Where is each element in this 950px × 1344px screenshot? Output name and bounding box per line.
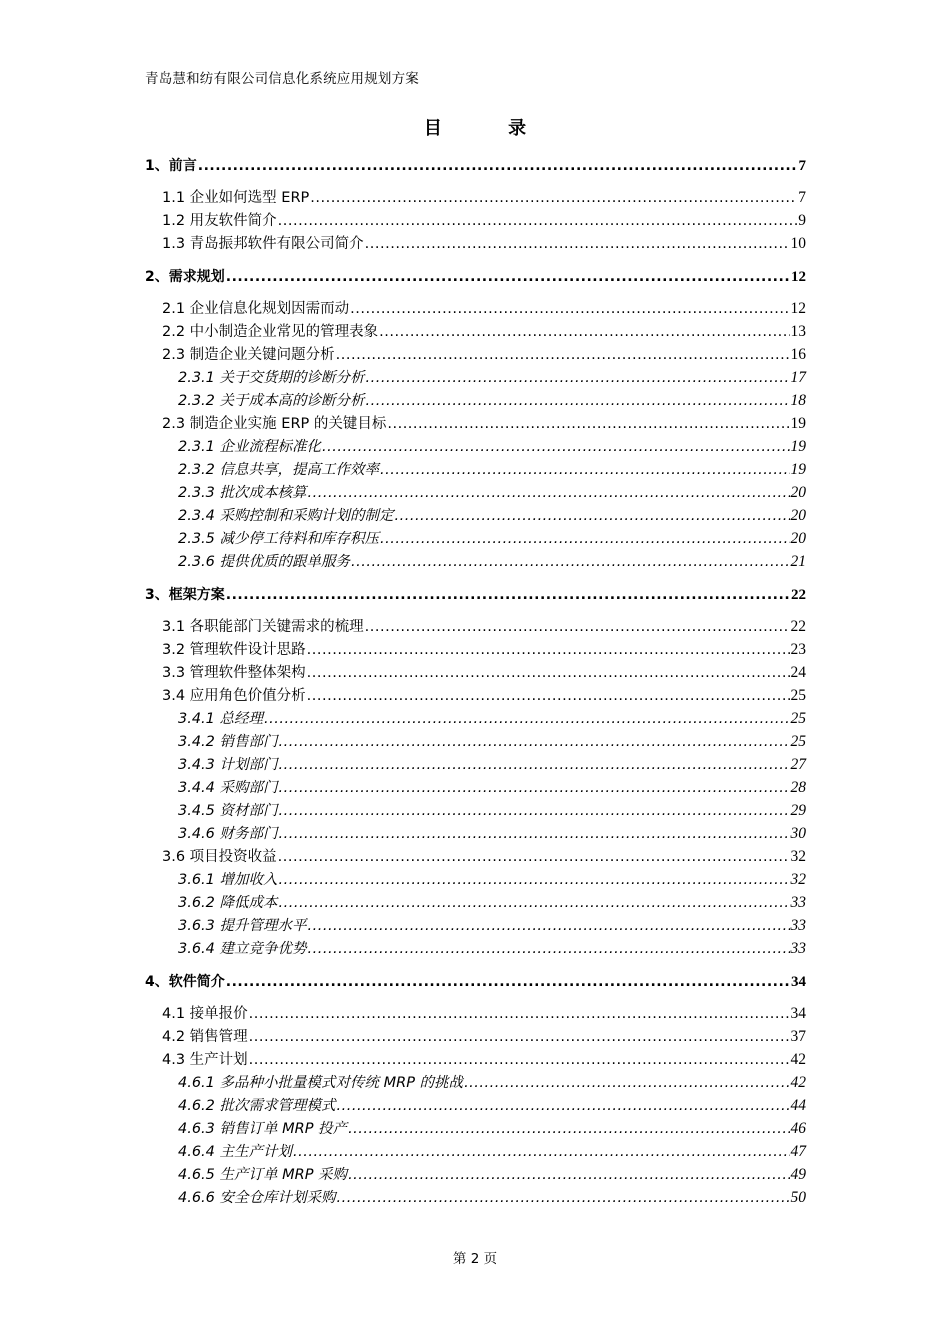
toc-title: 目 录 [423, 118, 557, 139]
toc-entry-label: 3.2 管理软件设计思路 [162, 642, 306, 658]
toc-entry-page-number: 33 [790, 940, 806, 957]
toc-entry-page-number: 34 [791, 974, 806, 990]
toc-dot-leader [380, 528, 789, 550]
toc-entry-page-number: 37 [790, 1028, 806, 1045]
toc-dot-leader [337, 1095, 790, 1117]
toc-entry-label: 2.3.5 减少停工待料和库存积压 [178, 531, 380, 547]
toc-dot-leader [307, 662, 790, 684]
toc-entry[interactable] [145, 639, 806, 661]
toc-entry[interactable] [145, 685, 806, 707]
toc-dot-leader [380, 459, 789, 481]
toc-dot-leader [279, 731, 790, 753]
toc-dot-leader [308, 915, 790, 937]
toc-entry[interactable] [145, 1026, 806, 1048]
toc-entry[interactable] [145, 1095, 806, 1117]
toc-entry[interactable] [145, 436, 806, 458]
toc-entry[interactable] [145, 584, 806, 606]
toc-dot-leader [278, 846, 790, 868]
toc-entry-page-number: 18 [790, 392, 806, 409]
toc-entry-page-number: 30 [790, 825, 806, 842]
toc-dot-leader [310, 187, 797, 209]
toc-entry[interactable] [145, 846, 806, 868]
toc-entry[interactable] [145, 187, 806, 209]
toc-entry[interactable] [145, 266, 806, 288]
page-number-footer: 第 2 页 [452, 1251, 498, 1267]
toc-entry-page-number: 22 [791, 587, 806, 603]
toc-entry-label: 2.3.2 信息共享，提高工作效率 [178, 462, 380, 478]
toc-entry-page-number: 20 [790, 530, 806, 547]
toc-entry-label: 4.6.1 多品种小批量模式对传统 MRP 的挑战 [178, 1075, 464, 1091]
toc-entry-page-number: 24 [790, 664, 806, 681]
toc-entry[interactable] [145, 390, 806, 412]
toc-dot-leader [365, 616, 790, 638]
toc-dot-leader [366, 390, 790, 412]
toc-entry-page-number: 7 [798, 158, 806, 174]
toc-dot-leader [308, 482, 790, 504]
toc-dot-leader [336, 344, 790, 366]
toc-entry-page-number: 10 [790, 235, 806, 252]
toc-dot-leader [307, 685, 790, 707]
toc-entry-page-number: 7 [798, 189, 806, 206]
toc-entry-label: 3.6.4 建立竞争优势 [178, 941, 307, 957]
toc-entry[interactable] [145, 367, 806, 389]
toc-dot-leader [249, 1049, 790, 1071]
toc-entry[interactable] [145, 210, 806, 232]
toc-dot-leader [366, 367, 790, 389]
toc-entry[interactable] [145, 777, 806, 799]
toc-entry-label: 2.2 中小制造企业常见的管理表象 [162, 324, 379, 340]
toc-entry-page-number: 21 [790, 553, 806, 570]
toc-entry-label: 3.4.2 销售部门 [178, 734, 278, 750]
toc-entry-label: 3.4.5 资材部门 [178, 803, 278, 819]
toc-entry[interactable] [145, 662, 806, 684]
toc-entry[interactable] [145, 1187, 806, 1209]
toc-entry-page-number: 47 [790, 1143, 806, 1160]
toc-entry-label: 3.3 管理软件整体架构 [162, 665, 306, 681]
toc-entry-label: 3.6.2 降低成本 [178, 895, 278, 911]
toc-entry-label: 4.6.4 主生产计划 [178, 1144, 293, 1160]
toc-entry-page-number: 19 [790, 415, 806, 432]
toc-entry-label: 2.3.3 批次成本核算 [178, 485, 307, 501]
toc-entry-page-number: 33 [790, 894, 806, 911]
toc-entry-label: 1.1 企业如何选型 ERP [162, 190, 310, 206]
toc-dot-leader [249, 1003, 790, 1025]
toc-entry[interactable] [145, 823, 806, 845]
toc-dot-leader [264, 708, 789, 730]
toc-entry-label: 3.4.6 财务部门 [178, 826, 278, 842]
toc-dot-leader [279, 892, 790, 914]
toc-entry-page-number: 19 [790, 438, 806, 455]
toc-entry-page-number: 20 [790, 484, 806, 501]
toc-dot-leader [226, 971, 790, 993]
toc-entry-label: 3.6.1 增加收入 [178, 872, 278, 888]
toc-entry-label: 1.3 青岛振邦软件有限公司简介 [162, 236, 364, 252]
toc-entry-page-number: 19 [790, 461, 806, 478]
toc-entry-label: 3.4.1 总经理 [178, 711, 264, 727]
toc-entry[interactable] [145, 459, 806, 481]
toc-entry[interactable] [145, 155, 806, 177]
toc-entry[interactable] [145, 731, 806, 753]
toc-entry[interactable] [145, 800, 806, 822]
toc-entry-page-number: 22 [790, 618, 806, 635]
toc-entry-label: 4、软件简介 [145, 974, 225, 990]
toc-dot-leader [308, 938, 790, 960]
toc-dot-leader [348, 1164, 789, 1186]
toc-dot-leader [279, 869, 790, 891]
toc-entry[interactable] [145, 971, 806, 993]
toc-entry-label: 3、框架方案 [145, 587, 225, 603]
toc-entry-page-number: 23 [790, 641, 806, 658]
toc-dot-leader [348, 1118, 789, 1140]
toc-dot-leader [279, 823, 790, 845]
toc-dot-leader [337, 1187, 790, 1209]
toc-entry-label: 4.6.6 安全仓库计划采购 [178, 1190, 336, 1206]
toc-entry-page-number: 33 [790, 917, 806, 934]
toc-dot-leader [387, 413, 789, 435]
toc-entry-label: 2、需求规划 [145, 269, 225, 285]
toc-dot-leader [350, 298, 789, 320]
toc-entry-page-number: 25 [790, 710, 806, 727]
toc-entry-label: 4.6.2 批次需求管理模式 [178, 1098, 336, 1114]
toc-entry[interactable] [145, 1164, 806, 1186]
toc-entry-label: 2.3.4 采购控制和采购计划的制定 [178, 508, 394, 524]
toc-entry-label: 2.3.1 企业流程标准化 [178, 439, 322, 455]
toc-entry-page-number: 34 [790, 1005, 806, 1022]
toc-dot-leader [379, 321, 789, 343]
toc-entry-page-number: 42 [790, 1074, 806, 1091]
toc-dot-leader [351, 551, 789, 573]
toc-entry[interactable] [145, 321, 806, 343]
toc-entry[interactable] [145, 1049, 806, 1071]
toc-entry[interactable] [145, 233, 806, 255]
toc-entry-label: 1.2 用友软件简介 [162, 213, 277, 229]
toc-entry-label: 1、前言 [145, 158, 197, 174]
toc-entry-page-number: 46 [790, 1120, 806, 1137]
toc-entry-label: 2.3.2 关于成本高的诊断分析 [178, 393, 365, 409]
toc-entry-page-number: 12 [790, 300, 806, 317]
document-header: 青岛慧和纺有限公司信息化系统应用规划方案 [145, 71, 419, 87]
toc-entry[interactable] [145, 413, 806, 435]
toc-entry-page-number: 32 [790, 848, 806, 865]
toc-entry-page-number: 28 [790, 779, 806, 796]
toc-entry[interactable] [145, 1003, 806, 1025]
toc-entry-label: 3.1 各职能部门关键需求的梳理 [162, 619, 364, 635]
toc-entry-label: 4.2 销售管理 [162, 1029, 248, 1045]
toc-dot-leader [307, 639, 790, 661]
toc-dot-leader [249, 1026, 790, 1048]
toc-entry-page-number: 13 [790, 323, 806, 340]
toc-dot-leader [278, 210, 798, 232]
toc-entry-label: 2.3.6 提供优质的跟单服务 [178, 554, 351, 570]
toc-entry-page-number: 32 [790, 871, 806, 888]
toc-entry-label: 2.3.1 关于交货期的诊断分析 [178, 370, 365, 386]
toc-entry-page-number: 49 [790, 1166, 806, 1183]
toc-entry[interactable] [145, 616, 806, 638]
toc-dot-leader [198, 155, 798, 177]
toc-entry-page-number: 29 [790, 802, 806, 819]
toc-entry-page-number: 44 [790, 1097, 806, 1114]
toc-entry-page-number: 12 [791, 269, 806, 285]
toc-entry-label: 4.6.5 生产订单 MRP 采购 [178, 1167, 348, 1183]
toc-entry-page-number: 17 [790, 369, 806, 386]
toc-entry-page-number: 27 [790, 756, 806, 773]
toc-dot-leader [226, 584, 790, 606]
toc-entry[interactable] [145, 344, 806, 366]
toc-entry-label: 4.1 接单报价 [162, 1006, 248, 1022]
toc-entry[interactable] [145, 528, 806, 550]
toc-entry[interactable] [145, 869, 806, 891]
toc-entry[interactable] [145, 754, 806, 776]
toc-dot-leader [293, 1141, 789, 1163]
toc-entry-page-number: 50 [790, 1189, 806, 1206]
toc-entry-label: 3.4.3 计划部门 [178, 757, 278, 773]
toc-entry-label: 3.6 项目投资收益 [162, 849, 277, 865]
toc-dot-leader [226, 266, 790, 288]
toc-dot-leader [365, 233, 790, 255]
toc-entry-page-number: 42 [790, 1051, 806, 1068]
toc-entry-label: 4.6.3 销售订单 MRP 投产 [178, 1121, 348, 1137]
toc-entry-page-number: 9 [798, 212, 806, 229]
toc-entry-page-number: 16 [790, 346, 806, 363]
toc-entry[interactable] [145, 1072, 806, 1094]
toc-entry-label: 2.3 制造企业实施 ERP 的关键目标 [162, 416, 387, 432]
toc-entry[interactable] [145, 482, 806, 504]
toc-entry-label: 3.4 应用角色价值分析 [162, 688, 306, 704]
toc-dot-leader [464, 1072, 789, 1094]
toc-entry[interactable] [145, 505, 806, 527]
toc-entry[interactable] [145, 551, 806, 573]
toc-dot-leader [395, 505, 790, 527]
toc-entry[interactable] [145, 1141, 806, 1163]
toc-dot-leader [279, 777, 790, 799]
toc-entry[interactable] [145, 892, 806, 914]
toc-entry-page-number: 25 [790, 687, 806, 704]
toc-entry[interactable] [145, 1118, 806, 1140]
toc-entry-label: 2.3 制造企业关键问题分析 [162, 347, 335, 363]
toc-entry-label: 3.4.4 采购部门 [178, 780, 278, 796]
toc-dot-leader [322, 436, 789, 458]
toc-dot-leader [279, 754, 790, 776]
toc-entry[interactable] [145, 708, 806, 730]
toc-entry-label: 3.6.3 提升管理水平 [178, 918, 307, 934]
toc-entry-label: 2.1 企业信息化规划因需而动 [162, 301, 350, 317]
toc-entry[interactable] [145, 298, 806, 320]
toc-entry-page-number: 20 [790, 507, 806, 524]
toc-entry[interactable] [145, 938, 806, 960]
toc-dot-leader [279, 800, 790, 822]
toc-entry-label: 4.3 生产计划 [162, 1052, 248, 1068]
toc-entry-page-number: 25 [790, 733, 806, 750]
toc-entry[interactable] [145, 915, 806, 937]
